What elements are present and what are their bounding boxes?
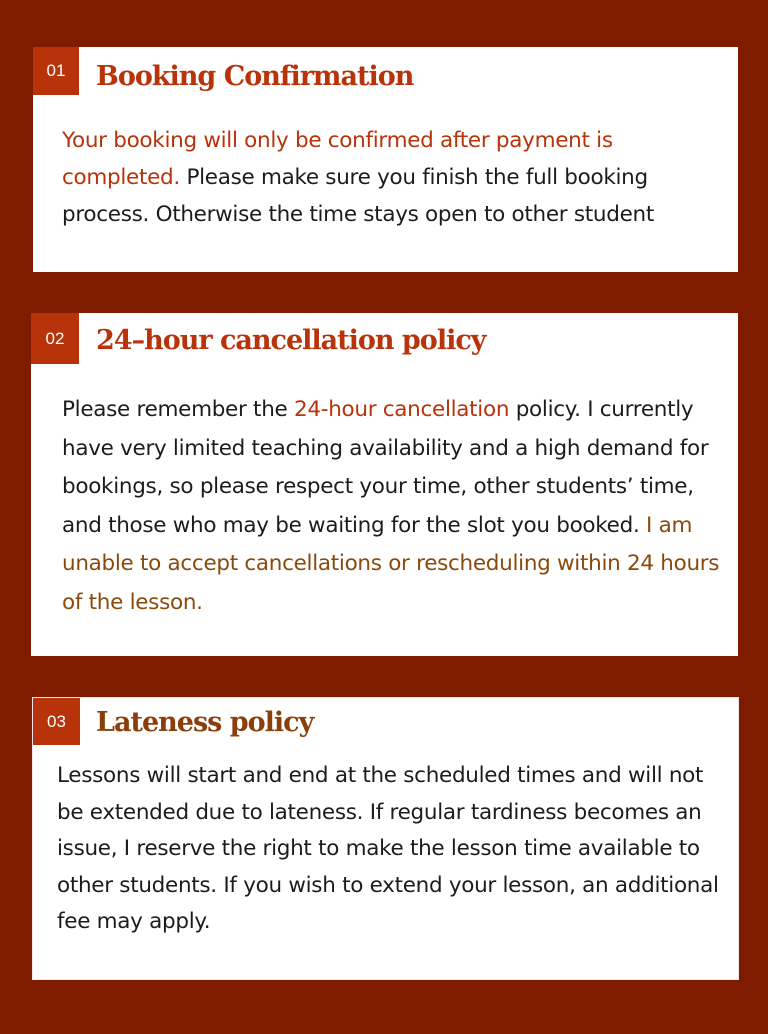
section-body: Lessons will start and end at the scheduled times and will not be extended due to lateness. If regular tardiness becomes an issue, I reserve the right to make the lesson time available to other students. If you wish to extend your lesson, an additional fee may apply. <box>57 763 719 934</box>
body-text: Please remember the <box>62 397 294 422</box>
section-title: Booking Confirmation <box>96 61 414 92</box>
body-text: policy. I currently have very limited teaching availability and a high demand for bookings, so please respect your time, other students’ time, and those who may be waiting for the slot you booked. <box>62 397 709 538</box>
section-body <box>62 391 734 622</box>
booking-confirmation-card <box>33 47 738 272</box>
body-text: Please make sure you finish the full booking process. Otherwise the time stays open to other student <box>62 165 654 227</box>
cancellation-policy-card <box>31 313 738 656</box>
lateness-policy-card <box>33 698 738 979</box>
highlighted-text: I am unable to accept cancellations or rescheduling within 24 hours of the lesson. <box>62 512 720 615</box>
section-title: 24–hour cancellation policy <box>96 325 486 356</box>
section-number-badge: 02 <box>31 313 79 364</box>
section-number-badge: 01 <box>33 47 79 95</box>
section-body <box>62 122 722 233</box>
highlighted-text: 24-hour cancellation <box>293 397 510 422</box>
highlighted-text: Your booking will only be confirmed after payment is completed. <box>62 128 613 190</box>
section-title: Lateness policy <box>96 707 314 738</box>
section-number-badge: 03 <box>33 698 80 745</box>
